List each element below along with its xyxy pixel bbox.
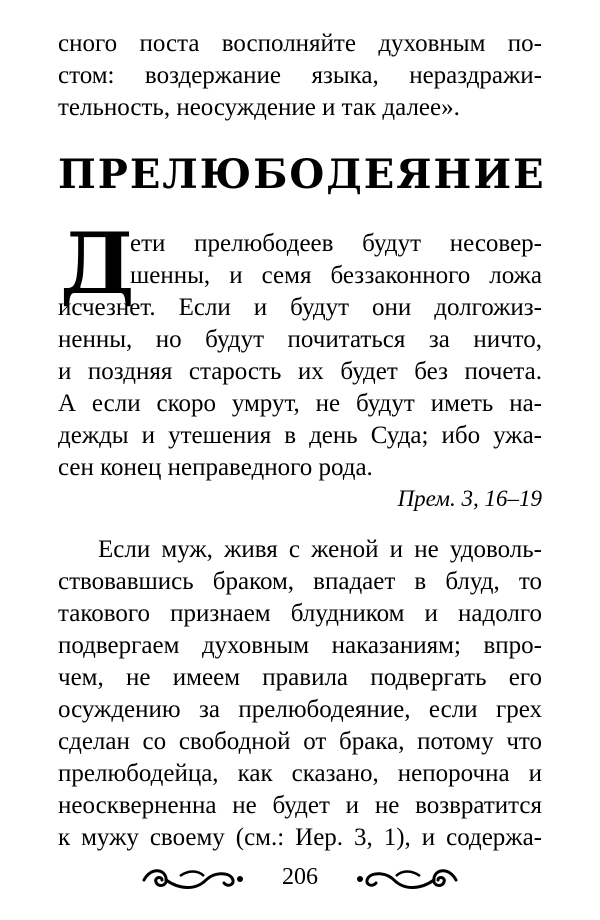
- paragraph-line: сделан со свободной от брака, потому что: [58, 728, 542, 755]
- intro-line: тельность, неосуждение и так далее».: [58, 94, 460, 121]
- paragraph-line: подвергаем духовным наказаниям; впро-: [58, 632, 542, 659]
- page-number: 206: [282, 864, 318, 890]
- paragraph-line: неоскверненна не будет и не возвратится: [58, 792, 542, 819]
- quote-line: ненны, но будут почитаться за ничто,: [58, 326, 542, 353]
- book-page: [58, 0, 546, 920]
- paragraph-line: Если муж, живя с женой и не удоволь-: [98, 536, 542, 563]
- drop-cap: Д: [60, 214, 135, 313]
- scripture-citation: Прем. 3, 16–19: [397, 486, 542, 511]
- quote-line: исчезнет. Если и будут они долгожиз-: [58, 294, 542, 321]
- paragraph-line: чем, не имеем правила подвергать его: [58, 664, 542, 691]
- page-footer: [140, 860, 460, 900]
- scroll-flourish-icon: [350, 866, 460, 892]
- quote-line: сен конец неправедного рода.: [58, 454, 373, 481]
- intro-line: стом: воздержание языка, нераздражи-: [58, 62, 542, 89]
- paragraph-line: к мужу своему (см.: Иер. 3, 1), и содержа-: [58, 824, 542, 851]
- paragraph-line: прелюбодейца, как сказано, непорочна и: [58, 760, 542, 787]
- paragraph-line: такового признаем блудником и надолго: [58, 600, 542, 627]
- quote-line: А если скоро умрут, не будут иметь на-: [58, 390, 542, 417]
- quote-line: шенны, и семя беззаконного ложа: [130, 262, 542, 289]
- section-heading: ПРЕЛЮБОДЕЯНИЕ: [58, 151, 546, 198]
- quote-line: дежды и утешения в день Суда; ибо ужа-: [58, 422, 542, 449]
- intro-line: сного поста восполняйте духовным по-: [58, 30, 542, 57]
- paragraph-line: ствовавшись браком, впадает в блуд, то: [58, 568, 542, 595]
- paragraph-line: осуждению за прелюбодеяние, если грех: [58, 696, 542, 723]
- quote-line: ети прелюбодеев будут несовер-: [130, 230, 542, 257]
- quote-line: и поздняя старость их будет без почета.: [58, 358, 542, 385]
